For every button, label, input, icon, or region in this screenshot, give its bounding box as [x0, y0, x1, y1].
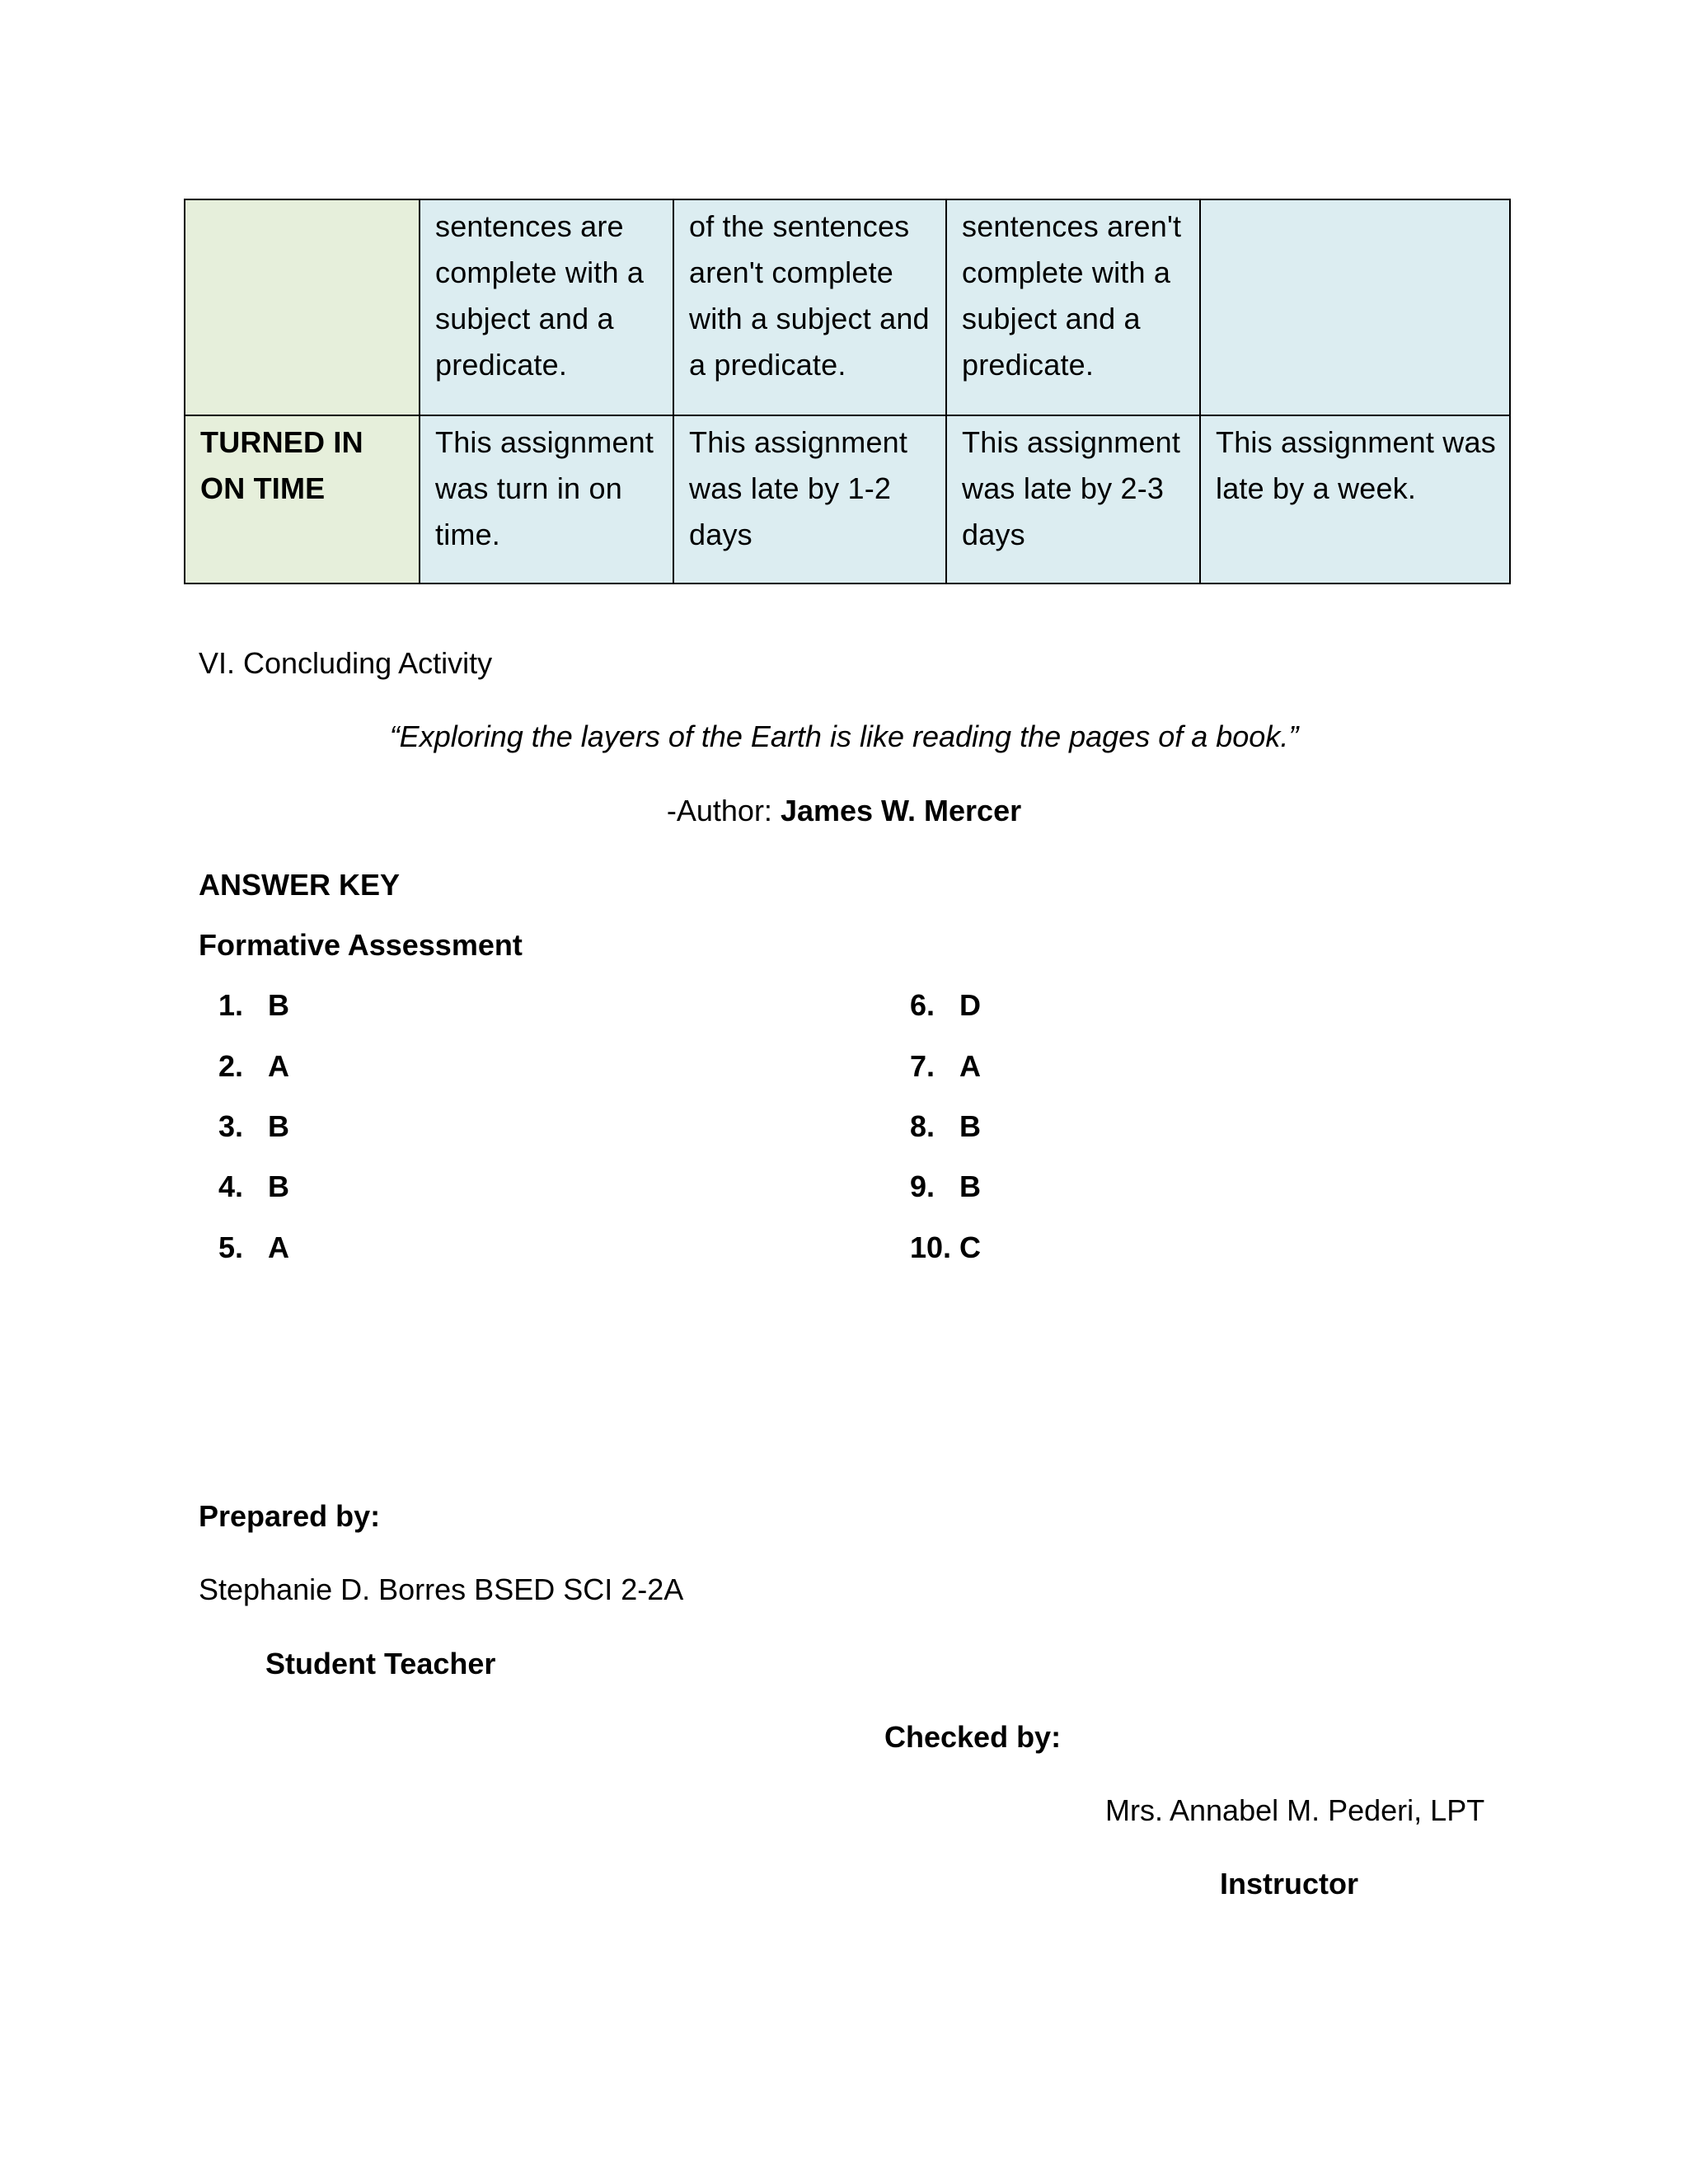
rubric-level-cell: This assignment was late by a week. [1200, 415, 1510, 583]
quote-text: “Exploring the layers of the Earth is like reading the pages of a book.” [389, 719, 1299, 753]
prepared-by-role: Student Teacher [265, 1647, 496, 1680]
answer-item [218, 1108, 289, 1145]
answer-number: 10. [910, 1230, 952, 1264]
answer-letter: A [268, 1230, 289, 1264]
answer-item [910, 1230, 981, 1266]
rubric-criterion-cell: TURNED IN ON TIME [185, 415, 420, 583]
checked-by-label: Checked by: [884, 1720, 1062, 1754]
answer-item [218, 1169, 289, 1205]
answer-key-heading: ANSWER KEY [199, 868, 401, 902]
quote-author [0, 793, 1688, 829]
rubric-level-cell: of the sentences aren't complete with a subject and a predicate. [673, 199, 946, 415]
answer-item [910, 987, 981, 1024]
rubric-level-cell [1200, 199, 1510, 415]
answer-letter: B [268, 988, 289, 1022]
checked-by-name: Mrs. Annabel M. Pederi, LPT [1105, 1793, 1485, 1827]
answer-number: 6. [910, 988, 935, 1022]
answer-letter: B [959, 1109, 981, 1143]
answer-item [218, 1048, 289, 1085]
answer-item [218, 987, 289, 1024]
rubric-level-cell: This assignment was late by 1-2 days [673, 415, 946, 583]
answer-letter: C [959, 1230, 981, 1264]
formative-assessment-heading: Formative Assessment [199, 928, 523, 962]
rubric-level-cell: This assignment was turn in on time. [420, 415, 673, 583]
rubric-level-cell: sentences aren't complete with a subject and a predicate. [946, 199, 1200, 415]
answer-letter: B [268, 1109, 289, 1143]
rubric-level-cell: sentences are complete with a subject and a predicate. [420, 199, 673, 415]
answer-number: 9. [910, 1169, 935, 1203]
answer-number: 4. [218, 1169, 244, 1203]
concluding-heading: VI. Concluding Activity [199, 646, 493, 680]
prepared-by-name: Stephanie D. Borres BSED SCI 2-2A [199, 1572, 684, 1606]
answer-letter: D [959, 988, 981, 1022]
answer-letter: A [268, 1049, 289, 1083]
answer-number: 2. [218, 1049, 244, 1083]
answer-number: 3. [218, 1109, 244, 1143]
prepared-by-label: Prepared by: [199, 1499, 381, 1533]
answer-number: 8. [910, 1109, 935, 1143]
answer-item [910, 1169, 981, 1205]
answer-letter: B [959, 1169, 981, 1203]
author-name: James W. Mercer [780, 794, 1022, 827]
answer-item [218, 1230, 289, 1266]
answer-letter: A [959, 1049, 981, 1083]
rubric-level-cell: This assignment was late by 2-3 days [946, 415, 1200, 583]
rubric-row [185, 415, 1510, 583]
answer-number: 7. [910, 1049, 935, 1083]
answer-number: 1. [218, 988, 244, 1022]
author-prefix: -Author: [666, 794, 781, 827]
answer-item [910, 1108, 981, 1145]
checked-by-role: Instructor [1220, 1867, 1359, 1900]
rubric-table [184, 199, 1511, 584]
rubric-criterion-cell [185, 199, 420, 415]
answer-number: 5. [218, 1230, 244, 1264]
answer-letter: B [268, 1169, 289, 1203]
rubric-row [185, 199, 1510, 415]
answer-item [910, 1048, 981, 1085]
